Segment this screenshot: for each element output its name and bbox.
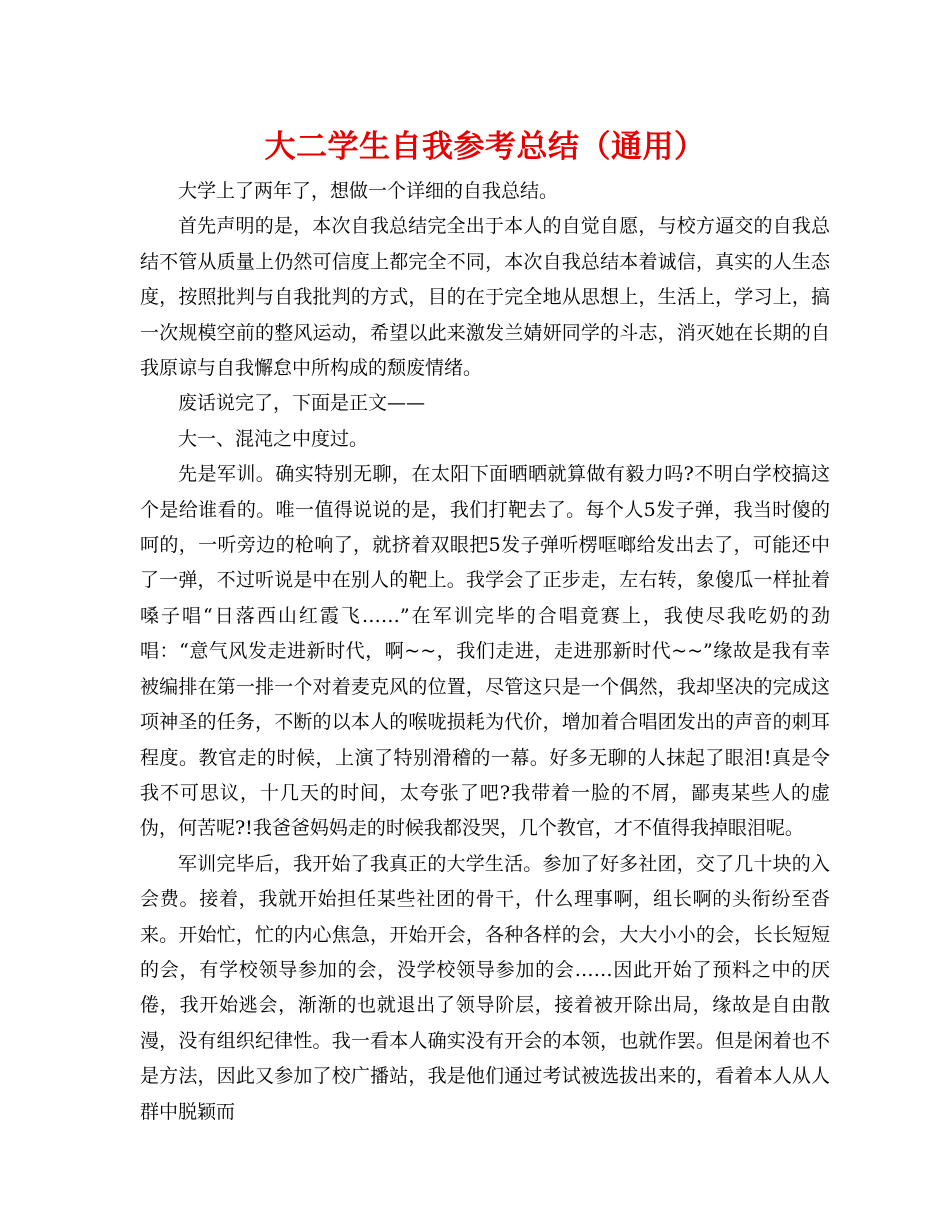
paragraph: 废话说完了，下面是正文—— bbox=[178, 392, 426, 415]
section-heading: 大一、混沌之中度过。 bbox=[178, 427, 369, 450]
document-title: 大二学生自我参考总结（通用） bbox=[264, 129, 706, 165]
paragraph: 首先声明的是，本次自我总结完全出于本人的自觉自愿，与校方逼交的自我总结不管从质量上仍然可信度上都完全不同，本次自我总结本着诚信，真实的人生态度，按照批判与自我批判的方式，目的在于完全地从思想上，生活上，学习上，搞一次规模空前的整风运动，希望以此来激发兰婧妍同学的斗志，消灭她在长期的自我原谅与自我懈怠中所构成的颓废情绪。 bbox=[140, 215, 830, 380]
document-body bbox=[140, 174, 830, 1130]
document-page bbox=[140, 120, 830, 1130]
paragraph: 先是军训。确实特别无聊，在太阳下面晒晒就算做有毅力吗?不明白学校搞这个是给谁看的。唯一值得说说的是，我们打靶去了。每个人5发子弹，我当时傻的呵的，一听旁边的枪响了，就挤着双眼把5发子弹听楞哐啷给发出去了，可能还中了一弹，不过听说是中在别人的靶上。我学会了正步走，左右转，象傻瓜一样扯着嗓子唱“日落西山红霞飞……”在军训完毕的合唱竟赛上，我使尽我吃奶的劲唱：“意气风发走进新时代，啊~~，我们走进，走进那新时代~~”缘故是我有幸被编排在第一排一个对着麦克风的位置，尽管这只是一个偶然，我却坚决的完成这项神圣的任务，不断的以本人的喉咙损耗为代价，增加着合唱团发出的声音的刺耳程度。教官走的时候，上演了特别滑稽的一幕。好多无聊的人抹起了眼泪!真是令我不可思议，十几天的时间，太夸张了吧?我带着一脸的不屑，鄙夷某些人的虚伪，何苦呢?!我爸爸妈妈走的时候我都没哭，几个教官，才不值得我掉眼泪呢。 bbox=[140, 463, 830, 840]
paragraph: 大学上了两年了，想做一个详细的自我总结。 bbox=[178, 180, 559, 202]
paragraph: 军训完毕后，我开始了我真正的大学生活。参加了好多社团，交了几十块的入会费。接着，我就开始担任某些社团的骨干，什么理事啊，组长啊的头衔纷至沓来。开始忙，忙的内心焦急，开始开会，各种各样的会，大大小小的会，长长短短的会，有学校领导参加的会，没学校领导参加的会……因此开始了预料之中的厌倦，我开始逃会，渐渐的也就退出了领导阶层，接着被开除出局，缘故是自由散漫，没有组织纪律性。我一看本人确实没有开会的本领，也就作罢。但是闲着也不是方法，因此又参加了校广播站，我是他们通过考试被选拔出来的，看着本人从人群中脱颖而 bbox=[140, 852, 830, 1123]
